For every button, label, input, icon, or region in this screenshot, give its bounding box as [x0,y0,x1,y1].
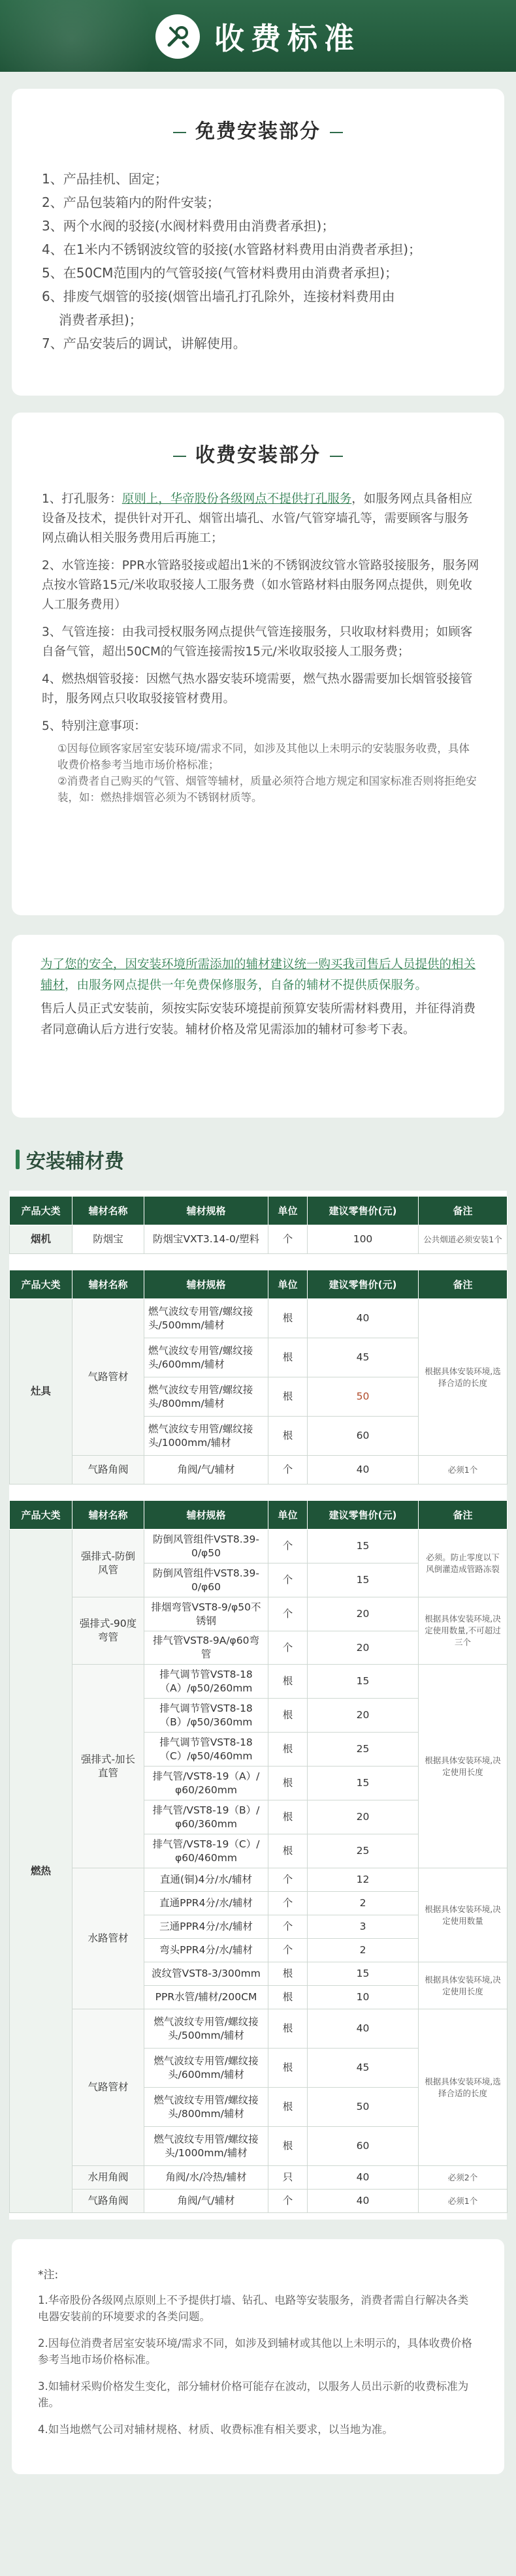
unit-cell: 个 [268,2190,308,2213]
note-cell: 必须2个 [419,2166,508,2190]
table-row [10,1665,508,1699]
price-cell: 25 [308,1733,419,1767]
material-name-cell: 水路管材 [73,1868,144,2009]
spec-cell: 燃气波纹专用管/螺纹接头/600mm/辅材 [144,2049,268,2088]
price-cell: 40 [308,1456,419,1484]
notice-warranty: 为了您的安全，因安装环境所需添加的辅材建议统一购买我司售后人员提供的相关辅材，由服务网点提供一年免费保修服务，自备的辅材不提供质保服务。 [40,958,476,992]
paid-item-label: 1、打孔服务： [42,492,122,506]
free-item: 6、排废气烟管的驳接(烟管出墙孔打孔除外，连接材料费用由 [42,289,395,304]
column-header: 建议零售价(元) [308,1197,419,1225]
spec-cell: 防烟宝VXT3.14-0/塑料 [144,1225,268,1254]
spec-cell: 燃气波纹专用管/螺纹接头/800mm/辅材 [144,1377,268,1417]
notice-card [12,935,504,1118]
paid-item [42,556,479,615]
column-header: 单位 [268,1501,308,1530]
note-cell: 根据具体安装环境,选择合适的长度 [419,1299,508,1456]
note-item: 1.华帝股份各级网点原则上不予提供打墙、钻孔、电路等安装服务，消费者需自行解决各类电器安装前的环境要求的各类问题。 [38,2294,469,2323]
column-header: 产品大类 [10,1270,73,1299]
table-row [10,2190,508,2213]
unit-cell: 根 [268,1417,308,1456]
price-cell: 40 [308,2166,419,2190]
unit-cell: 个 [268,1563,308,1597]
price-cell: 60 [308,1417,419,1456]
special-note: ②消费者自己购买的气管、烟管等辅材，质量必须符合地方规定和国家标准否则将拒绝安装，如：燃热排烟管必须为不锈钢材质等。 [57,775,477,804]
table-row [10,1299,508,1338]
price-cell: 10 [308,1986,419,2009]
column-header: 辅材名称 [73,1501,144,1530]
column-header: 辅材规格 [144,1197,268,1225]
unit-cell: 个 [268,1939,308,1962]
price-cell: 45 [308,1338,419,1377]
spec-cell: 排气调节管VST8-18（A）/φ50/260mm [144,1665,268,1699]
paid-item-text: PPR水管路驳接或超出1米的不锈钢波纹管水管路驳接服务，服务网点按水管路15元/米收取驳接人工服务费（如水管路材料由服务网点提供，则免收人工服务费用） [42,559,479,612]
spec-cell: 燃气波纹专用管/螺纹接头/600mm/辅材 [144,1338,268,1377]
unit-cell: 只 [268,2166,308,2190]
material-name-cell: 强排式-防倒风管 [73,1530,144,1597]
notes-card [12,2239,504,2474]
paid-item [42,490,479,548]
paid-item-label: 5、特别注意事项： [42,719,146,733]
spec-cell: 直通PPR4分/水/辅材 [144,1892,268,1915]
paid-item-text: 因燃气热水器安装环境需要，燃气热水器需要加长烟管驳接管时，服务网点只收取驳接管材费用。 [42,672,473,706]
category-cell: 燃热 [10,1530,73,2213]
special-notes [42,740,479,806]
column-header: 建议零售价(元) [308,1270,419,1299]
spec-cell: 角阀/水/冷热/辅材 [144,2166,268,2190]
paid-item-text: ，如服务网点具备相应设备及技术，提供针对开孔、烟管出墙孔、水管/气管穿墙孔等，需要顾客与服务网点确认相关服务费用后再施工； [42,492,473,545]
spec-cell: 角阀/气/辅材 [144,2190,268,2213]
table-row [10,2166,508,2190]
unit-cell: 根 [268,1338,308,1377]
unit-cell: 个 [268,1530,308,1563]
unit-cell: 个 [268,1456,308,1484]
column-header: 辅材规格 [144,1270,268,1299]
price-cell: 20 [308,1800,419,1834]
material-name-cell: 强排式-加长直管 [73,1665,144,1868]
column-header: 建议零售价(元) [308,1501,419,1530]
section-bar-icon [16,1150,20,1169]
spec-cell: 防倒风管组件VST8.39-0/φ60 [144,1563,268,1597]
price-cell: 15 [308,1530,419,1563]
material-name-cell: 气路角阀 [73,2190,144,2213]
table-row [10,1456,508,1484]
free-item: 7、产品安装后的调试，讲解使用。 [42,336,246,351]
paid-install-card [12,413,504,915]
notes-list [38,2292,478,2438]
spec-cell: 燃气波纹专用管/螺纹接头/1000mm/辅材 [144,2127,268,2166]
column-header: 辅材名称 [73,1197,144,1225]
spec-cell: PPR水管/辅材/200CM [144,1986,268,2009]
unit-cell: 根 [268,1767,308,1800]
material-name-cell: 防烟宝 [73,1225,144,1254]
spec-cell: 三通PPR4分/水/辅材 [144,1915,268,1939]
paid-item-text: 由我司授权服务网点提供气管连接服务，只收取材料费用；如顾客自备气管，超出50CM的气管连接需按15元/米收取驳接人工服务费； [42,625,473,659]
free-item: 4、在1米内不锈钢波纹管的驳接(水管路材料费用由消费者承担)； [42,242,422,257]
spec-cell: 排气调节管VST8-18（B）/φ50/360mm [144,1699,268,1733]
hero-banner [0,0,516,72]
price-cell: 20 [308,1699,419,1733]
paid-item [42,623,479,662]
free-install-list [12,144,504,355]
unit-cell: 根 [268,1834,308,1868]
paid-item-highlight: 原则上，华帝股份各级网点不提供打孔服务 [121,492,352,506]
note-cell: 必须1个 [419,1456,508,1484]
column-header: 产品大类 [10,1501,73,1530]
price-cell: 15 [308,1962,419,1986]
price-cell: 40 [308,2190,419,2213]
table-header-row [10,1197,508,1225]
column-header: 备注 [419,1501,508,1530]
price-cell: 60 [308,2127,419,2166]
unit-cell: 根 [268,2049,308,2088]
price-cell: 2 [308,1892,419,1915]
column-header: 单位 [268,1270,308,1299]
unit-cell: 个 [268,1597,308,1631]
paid-item-label: 4、燃热烟管驳接： [42,672,146,686]
free-item: 5、在50CM范围内的气管驳接(气管材料费用由消费者承担)； [42,265,398,281]
unit-cell: 根 [268,2127,308,2166]
spec-cell: 燃气波纹专用管/螺纹接头/1000mm/辅材 [144,1417,268,1456]
free-item: 2、产品包装箱内的附件安装； [42,195,220,210]
materials-section-title: 安装辅材费 [16,1133,516,1186]
price-cell: 12 [308,1868,419,1892]
spec-cell: 排气管/VST8-19（A）/φ60/260mm [144,1767,268,1800]
price-cell: 50 [308,2088,419,2127]
table-row [10,1868,508,1892]
special-note: ①因每位顾客家居室安装环境/需求不同，如涉及其他以上未明示的安装服务收费，具体收费价格参考当地市场价格标准； [57,742,470,771]
price-cell: 45 [308,2049,419,2088]
material-name-cell: 水用角阀 [73,2166,144,2190]
table-row [10,1530,508,1563]
column-header: 单位 [268,1197,308,1225]
unit-cell: 个 [268,1915,308,1939]
note-cell: 根据具体安装环境,决定使用长度 [419,1665,508,1868]
paid-item-label: 2、水管连接： [42,559,122,573]
material-name-cell: 气路管材 [73,2009,144,2166]
price-cell: 15 [308,1563,419,1597]
table-row [10,2009,508,2049]
price-cell: 3 [308,1915,419,1939]
unit-cell: 根 [268,1800,308,1834]
material-name-cell: 强排式-90度弯管 [73,1597,144,1665]
unit-cell: 个 [268,1225,308,1254]
category-cell: 灶具 [10,1299,73,1484]
spec-cell: 排气管VST8-9A/φ60弯管 [144,1631,268,1665]
spec-cell: 燃气波纹专用管/螺纹接头/800mm/辅材 [144,2088,268,2127]
unit-cell: 根 [268,1299,308,1338]
paid-install-list [12,467,504,806]
column-header: 产品大类 [10,1197,73,1225]
unit-cell: 个 [268,1631,308,1665]
unit-cell: 根 [268,1733,308,1767]
unit-cell: 个 [268,1892,308,1915]
spec-cell: 波纹管VST8-3/300mm [144,1962,268,1986]
free-item: 3、两个水阀的驳接(水阀材料费用由消费者承担)； [42,218,335,234]
unit-cell: 根 [268,1699,308,1733]
note-cell: 根据具体安装环境,决定使用数量,不可超过三个 [419,1597,508,1665]
note-cell: 根据具体安装环境,选择合适的长度 [419,2009,508,2166]
note-item: 3.如辅材采购价格发生变化，部分辅材价格可能存在波动，以服务人员出示新的收费标准为准。 [38,2380,469,2409]
paid-item [42,670,479,709]
spec-cell: 弯头PPR4分/水/辅材 [144,1939,268,1962]
column-header: 辅材规格 [144,1501,268,1530]
stove-table [9,1270,508,1484]
price-cell: 50 [308,1377,419,1417]
paid-install-title: 收费安装部分 [12,413,504,467]
spec-cell: 排气调节管VST8-18（C）/φ50/460mm [144,1733,268,1767]
table-header-row [10,1501,508,1530]
price-cell: 20 [308,1597,419,1631]
note-item: 2.因每位消费者居室安装环境/需求不同，如涉及到辅材或其他以上未明示的，具体收费价格参考当地市场价格标准。 [38,2337,472,2366]
note-cell: 根据具体安装环境,决定使用长度 [419,1962,508,2009]
unit-cell: 个 [268,1868,308,1892]
note-cell: 公共烟道必须安装1个 [419,1225,508,1254]
free-install-card [12,89,504,396]
free-install-title: 免费安装部分 [12,89,504,144]
notes-title: *注: [38,2269,59,2282]
spec-cell: 燃气波纹专用管/螺纹接头/500mm/辅材 [144,1299,268,1338]
unit-cell: 根 [268,2009,308,2049]
materials-table-card [9,1191,507,2220]
unit-cell: 根 [268,1665,308,1699]
spec-cell: 防倒风管组件VST8.39-0/φ50 [144,1530,268,1563]
spec-cell: 燃气波纹专用管/螺纹接头/500mm/辅材 [144,2009,268,2049]
notice-budget: 售后人员正式安装前，须按实际安装环境提前预算安装所需材料费用，并征得消费者同意确认后方进行安装。辅材价格及常见需添加的辅材可参考下表。 [40,1002,476,1037]
table-row [10,1597,508,1631]
spec-cell: 角阀/气/辅材 [144,1456,268,1484]
spec-cell: 排烟弯管VST8-9/φ50不锈钢 [144,1597,268,1631]
column-header: 备注 [419,1197,508,1225]
unit-cell: 根 [268,2088,308,2127]
unit-cell: 根 [268,1962,308,1986]
free-item: 1、产品挂机、固定； [42,171,168,187]
paid-item-label: 3、气管连接： [42,625,122,639]
paid-item [42,717,479,806]
tools-icon [155,14,200,59]
unit-cell: 根 [268,1986,308,2009]
price-cell: 15 [308,1767,419,1800]
note-cell: 必须。防止零度以下风倒灌造成管路冻裂 [419,1530,508,1597]
price-cell: 15 [308,1665,419,1699]
price-cell: 40 [308,2009,419,2049]
material-name-cell: 气路角阀 [73,1456,144,1484]
material-name-cell: 气路管材 [73,1299,144,1456]
note-cell: 必须1个 [419,2190,508,2213]
spec-cell: 直通(铜)4分/水/辅材 [144,1868,268,1892]
price-cell: 40 [308,1299,419,1338]
table-row [10,1225,508,1254]
table-header-row [10,1270,508,1299]
range-hood-table [9,1196,508,1254]
price-cell: 25 [308,1834,419,1868]
free-item: 消费者承担)； [59,312,142,328]
page-title: 收费标准 [214,21,361,56]
note-cell: 根据具体安装环境,决定使用数量 [419,1868,508,1962]
column-header: 辅材名称 [73,1270,144,1299]
category-cell: 烟机 [10,1225,73,1254]
price-cell: 20 [308,1631,419,1665]
spec-cell: 排气管/VST8-19（C）/φ60/460mm [144,1834,268,1868]
spec-cell: 排气管/VST8-19（B）/φ60/360mm [144,1800,268,1834]
price-cell: 100 [308,1225,419,1254]
note-item: 4.如当地燃气公司对辅材规格、材质、收费标准有相关要求，以当地为准。 [38,2423,393,2436]
column-header: 备注 [419,1270,508,1299]
water-heater-table [9,1500,508,2213]
price-cell: 2 [308,1939,419,1962]
unit-cell: 根 [268,1377,308,1417]
